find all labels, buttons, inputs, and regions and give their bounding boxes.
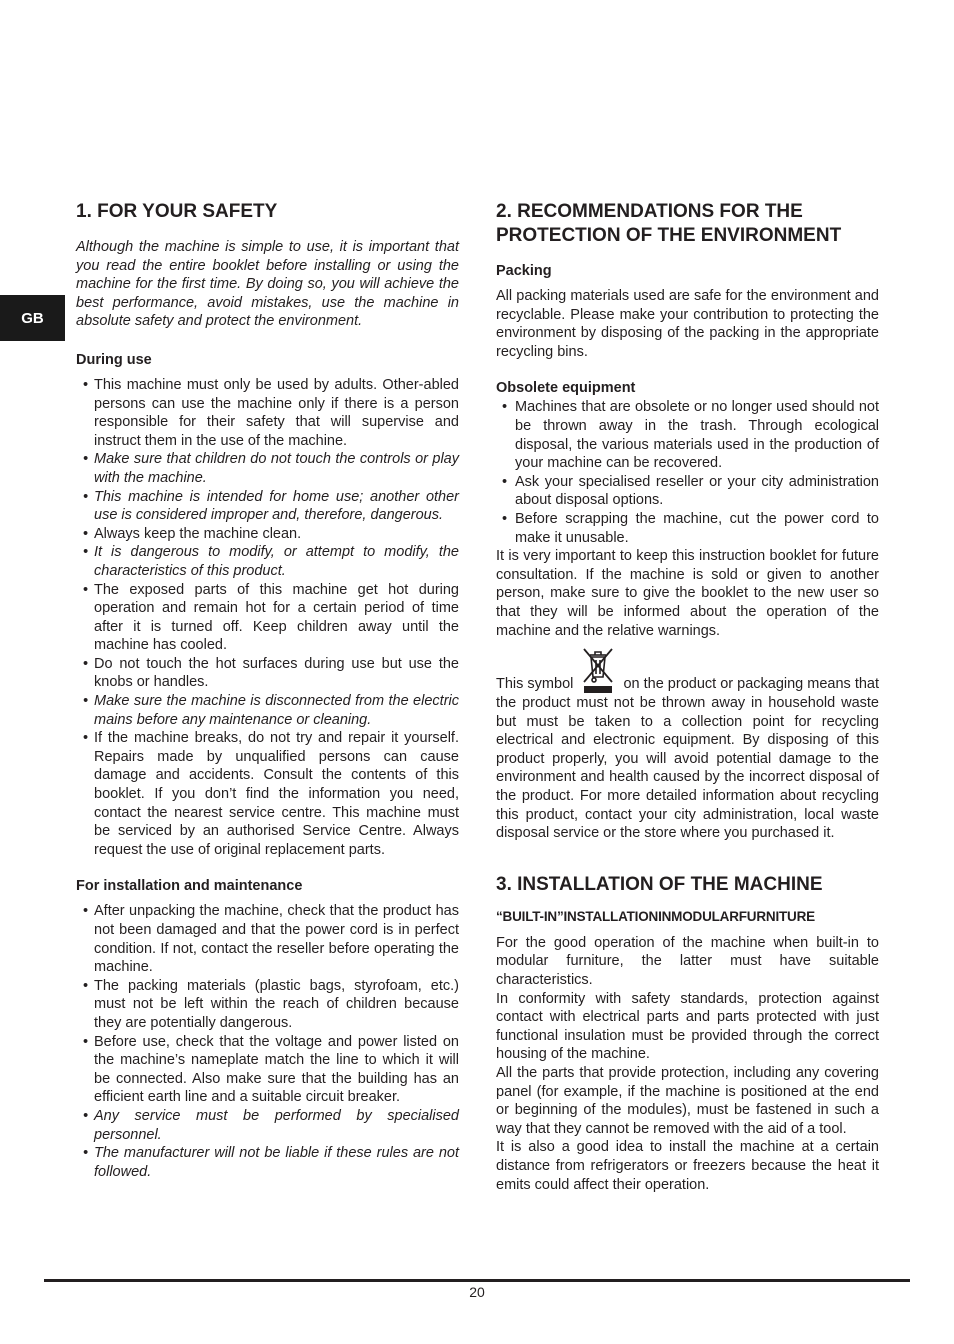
installation-title: 3. INSTALLATION OF THE MACHINE (496, 873, 823, 895)
language-tab: GB (0, 295, 65, 341)
left-column (76, 200, 459, 1181)
list-item: • Before scrapping the machine, cut the power cord to make it unusable. (502, 510, 879, 546)
list-item: • Any service must be performed by specialised personnel. (83, 1107, 459, 1143)
list-item: • The packing materials (plastic bags, styrofoam, etc.) must not be left within the reach of children because they are potentially dangerous. (83, 977, 459, 1031)
packing-heading: Packing (496, 263, 552, 279)
list-item: • Do not touch the hot surfaces during use but use the knobs or handles. (83, 655, 459, 691)
during-use-list (76, 376, 459, 859)
list-item: • This machine is intended for home use; another other use is considered improper and, therefore, dangerous. (83, 488, 459, 524)
crossed-out-wheelie-bin-icon (581, 646, 615, 694)
right-column (496, 200, 879, 1194)
list-item: • If the machine breaks, do not try and repair it yourself. Repairs made by unqualified persons can cause damage and accidents. Consult the contents of this booklet. If you don’t find the information you need, contact the nearest service centre. This machine must be serviced by an authorised Service Centre. Always request the use of original replacement parts. (83, 730, 459, 858)
list-item: • After unpacking the machine, check that the product has not been damaged and that the power cord is in perfect condition. If not, contact the reseller before operating the machine. (83, 903, 459, 976)
list-item: • It is dangerous to modify, or attempt to modify, the characteristics of this product. (83, 544, 459, 579)
environment-title: 2. RECOMMENDATIONS FOR THE PROTECTION OF THE ENVIRONMENT (496, 201, 842, 246)
list-item: • Machines that are obsolete or no longer used should not be thrown away in the trash. Through ecological disposal, the various materials used in the production of your machine can be recovered. (502, 399, 879, 472)
built-in-paragraph: For the good operation of the machine when built-in to modular furniture, the latter must have suitable characteristics. (496, 934, 879, 989)
list-item: • The manufacturer will not be liable if these rules are not followed. (83, 1145, 459, 1180)
page-number: 20 (469, 1284, 485, 1300)
list-item: • Always keep the machine clean. (83, 525, 302, 542)
footer-rule (44, 1279, 910, 1282)
installation-list (76, 902, 459, 1181)
built-in-paragraph: It is also a good idea to install the machine at a certain distance from refrigerators or freezers because the heat it emits could affect their operation. (496, 1139, 879, 1193)
list-item: • Make sure that children do not touch the controls or play with the machine. (83, 451, 459, 486)
weee-paragraph (496, 646, 879, 843)
list-item: • Before use, check that the voltage and power listed on the machine’s nameplate match the line to which it will be connected. Also make sure that the building has an efficient earth line and a suitable circuit breaker. (83, 1033, 459, 1106)
booklet-note: It is very important to keep this instruction booklet for future consultation. If the machine is sold or given to another person, make sure to give the booklet to the new user so that they will be informed about the operation of the machine and the relative warnings. (496, 548, 879, 639)
built-in-paragraph: In conformity with safety standards, protection against contact with electrical parts and parts protected with just functional insulation must be provided through the correct housing of the machine. (496, 990, 879, 1063)
during-use-heading: During use (76, 351, 152, 368)
installation-maintenance-heading: For installation and maintenance (76, 878, 303, 895)
safety-intro: Although the machine is simple to use, it is important that you read the entire booklet before installing or using the machine for the first time. By doing so, you will achieve the best performance, avoid mistakes, use the machine in absolute safety and protect the environment. (76, 239, 459, 330)
list-item: • Make sure the machine is disconnected from the electric mains before any maintenance or cleaning. (83, 693, 459, 728)
weee-after-text: on the product or packaging means that the product must not be thrown away in household waste but must be taken to a collection point for recycling electrical and electronic equipment. By disposing of this product properly, you will avoid potential damage to the environment and health caused by the incorrect disposal of the product. For more detailed information about recycling this product, contact your city administration, local waste disposal service or the store where you purchased it. (496, 676, 880, 842)
safety-title: 1. FOR YOUR SAFETY (76, 201, 278, 222)
list-item: • This machine must only be used by adults. Other-abled persons can use the machine only if there is a person responsible for their safety that will supervise and instruct them in the use of the machine. (83, 376, 459, 449)
packing-text: All packing materials used are safe for the environment and recyclable. Please make your contribution to protecting the environment by disposing of the packing in the appropriate recycling bins. (496, 288, 879, 360)
list-item: • The exposed parts of this machine get hot during operation and remain hot for a certain period of time after it is turned off. Keep children away until the machine has cooled. (83, 581, 459, 654)
built-in-paragraph: All the parts that provide protection, including any covering panel (for example, if the machine is positioned at the end or beginning of the modules), must be fastened in such a way that they cannot be removed with the aid of a tool. (496, 1065, 879, 1137)
obsolete-heading: Obsolete equipment (496, 380, 636, 397)
obsolete-list (496, 398, 879, 547)
built-in-heading: “BUILT-IN”INSTALLATIONINMODULARFURNITURE (496, 908, 815, 924)
list-item: • Ask your specialised reseller or your city administration about disposal options. (502, 473, 879, 509)
weee-before-text: This symbol (496, 676, 574, 693)
